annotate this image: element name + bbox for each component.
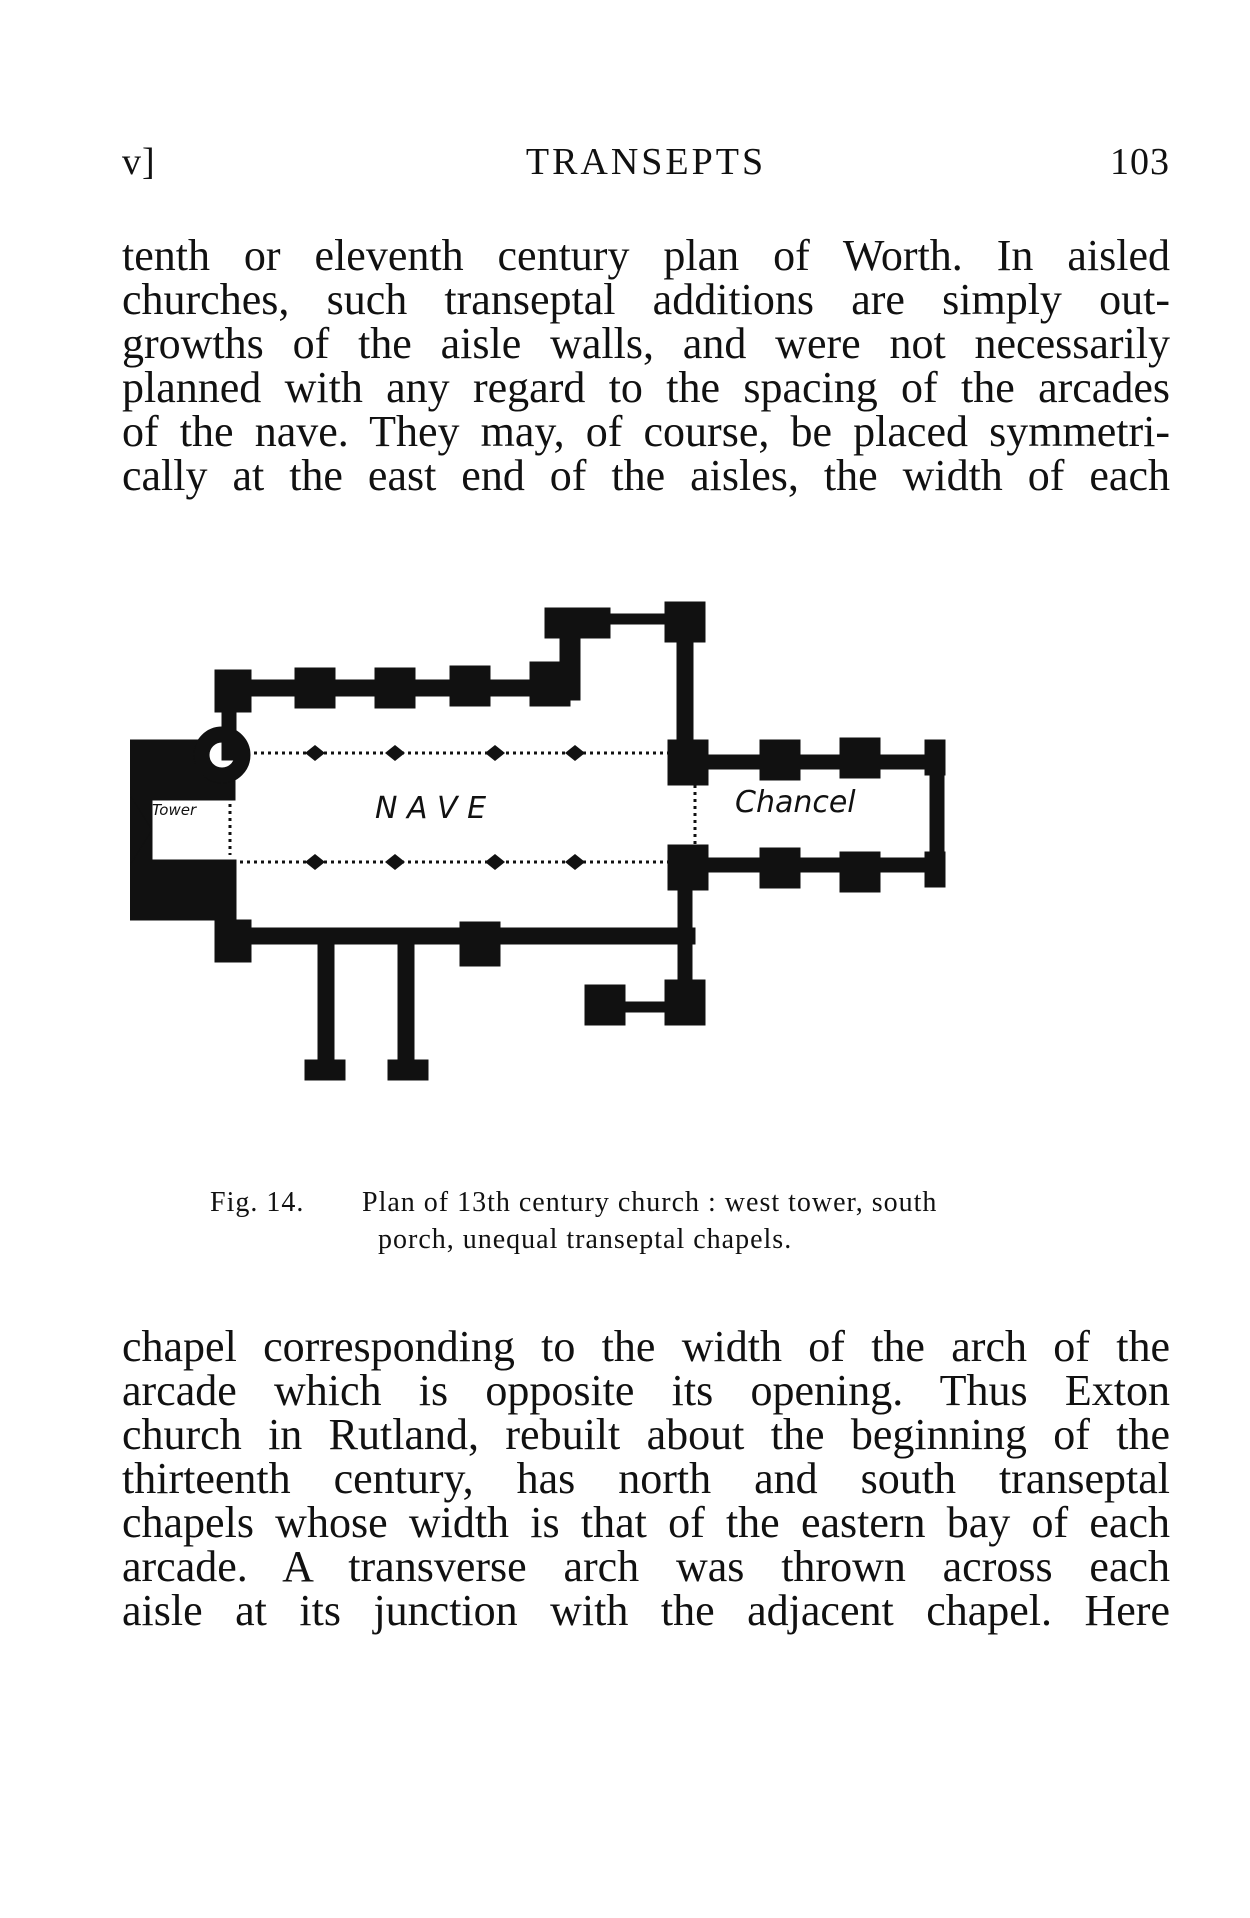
nave-west-wall — [222, 700, 236, 760]
buttress — [925, 740, 945, 775]
buttress — [665, 980, 705, 1025]
tower-label: Tower — [152, 801, 197, 819]
chancel-label: Chancel — [735, 785, 856, 820]
chancel-arch-pier — [668, 740, 708, 785]
caption-line: Plan of 13th century church : west tower, south — [362, 1187, 938, 1218]
text-line: arcade. A transverse arch was thrown across each — [122, 1542, 1170, 1591]
arcade-pier — [485, 854, 505, 870]
text-line: arcade which is opposite its opening. Thus Exton — [122, 1366, 1170, 1415]
buttress — [840, 738, 880, 778]
buttress — [585, 985, 625, 1025]
buttress — [760, 740, 800, 780]
paragraph-top — [122, 231, 1170, 500]
buttress — [375, 668, 415, 708]
text-line: aisle at its junction with the adjacent chapel. Here — [122, 1586, 1170, 1635]
arcade-pier — [565, 745, 585, 761]
arcade-pier — [485, 745, 505, 761]
chancel-south-wall — [705, 858, 945, 872]
text-line: of the nave. They may, of course, be placed symmetri- — [122, 407, 1170, 456]
running-title: TRANSEPTS — [525, 141, 767, 183]
arcade-pier — [305, 745, 325, 761]
text-line: growths of the aisle walls, and were not necessarily — [122, 319, 1170, 368]
buttress — [450, 666, 490, 706]
porch-buttress — [388, 1060, 428, 1080]
text-line: thirteenth century, has north and south transeptal — [122, 1454, 1170, 1503]
chapter-number: v] — [122, 141, 156, 183]
buttress — [925, 852, 945, 887]
arcade-pier — [305, 854, 325, 870]
buttress — [840, 852, 880, 892]
nave-label: N A V E — [375, 791, 487, 826]
buttress — [215, 920, 251, 962]
text-line: chapels whose width is that of the eastern bay of each — [122, 1498, 1170, 1547]
arcade-pier — [385, 854, 405, 870]
buttress — [295, 668, 335, 708]
text-line: chapel corresponding to the width of the arch of the — [122, 1322, 1170, 1371]
text-line: tenth or eleventh century plan of Worth. In aisled — [122, 231, 1170, 280]
north-chapel-north-wall — [575, 614, 680, 624]
paragraph-bottom — [122, 1322, 1170, 1635]
buttress — [760, 848, 800, 888]
porch-west-wall — [318, 935, 334, 1075]
page-number: 103 — [1110, 141, 1170, 183]
church-plan-figure — [130, 590, 1160, 1170]
running-header — [122, 140, 1170, 190]
caption-line: porch, unequal transeptal chapels. — [378, 1224, 793, 1255]
north-chapel-east-wall — [677, 624, 693, 744]
text-line: planned with any regard to the spacing of the arcades — [122, 363, 1170, 412]
figure-number: Fig. 14. — [210, 1187, 305, 1218]
text-line: cally at the east end of the aisles, the width of each — [122, 451, 1170, 500]
porch-east-wall — [398, 935, 414, 1075]
text-line: church in Rutland, rebuilt about the beginning of the — [122, 1410, 1170, 1459]
arcade-pier — [385, 745, 405, 761]
porch-buttress — [305, 1060, 345, 1080]
arcade-pier — [565, 854, 585, 870]
buttress — [460, 922, 500, 966]
chancel-north-wall — [705, 755, 945, 769]
text-line: churches, such transeptal additions are simply out- — [122, 275, 1170, 324]
